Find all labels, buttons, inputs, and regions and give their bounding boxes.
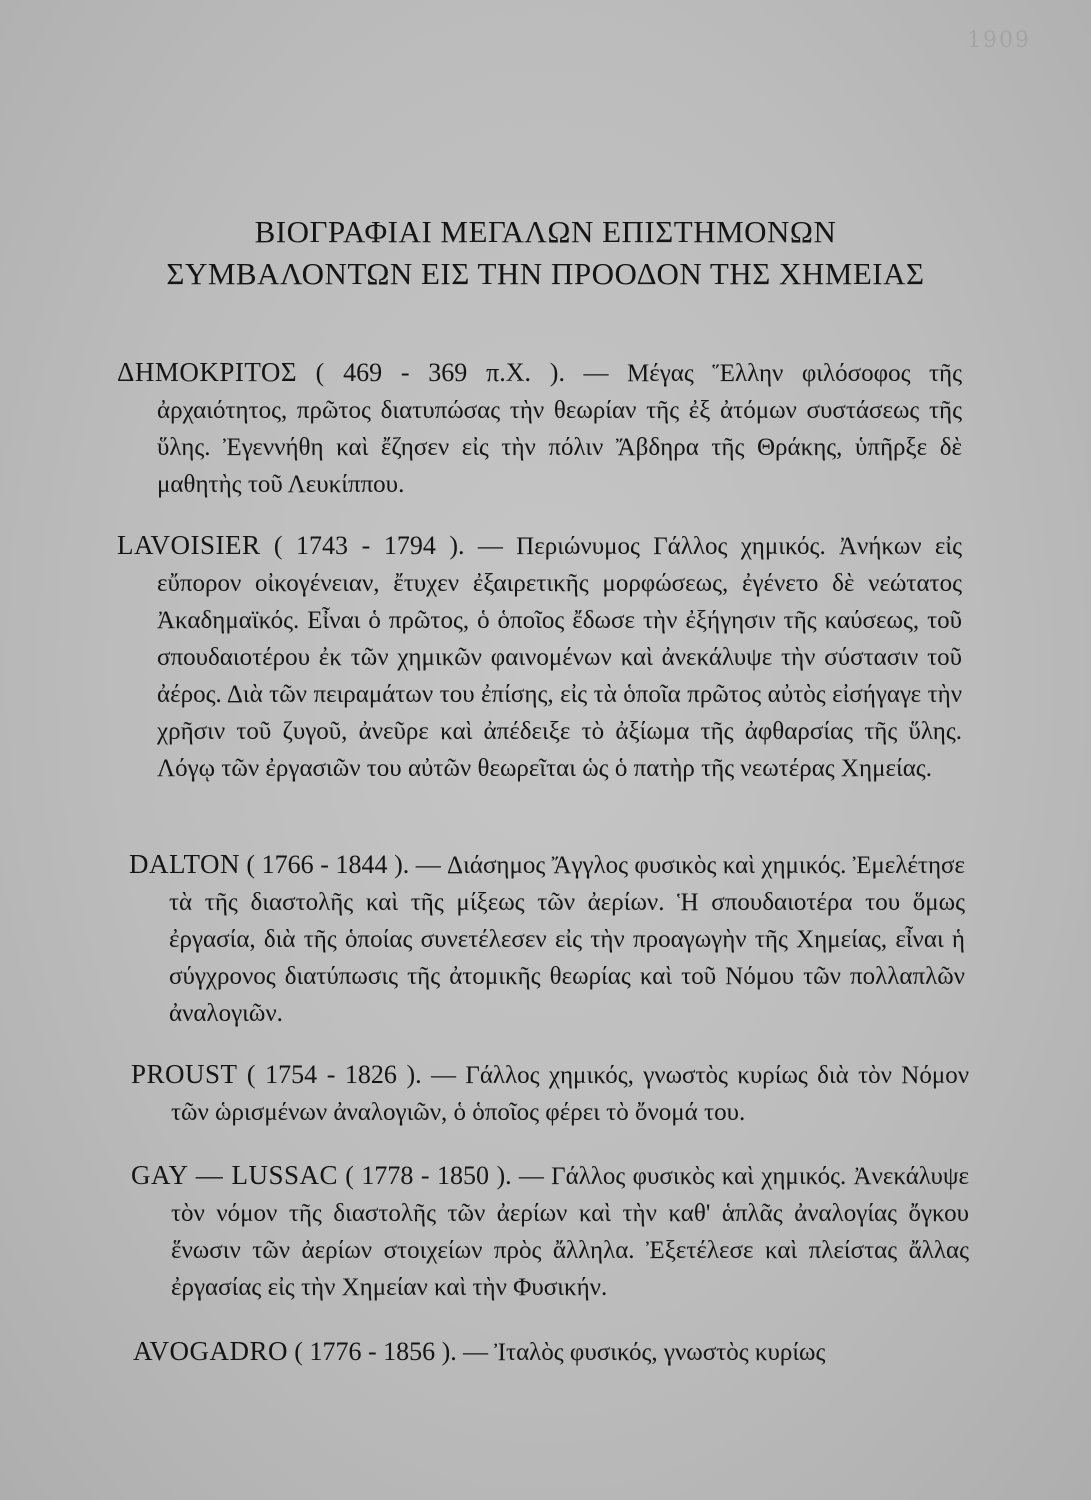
entry-name: LAVOISIER bbox=[117, 530, 261, 560]
entry-dates: ( 1766 - 1844 ). bbox=[246, 850, 410, 879]
entry-name: ΔΗΜΟΚΡΙΤΟΣ bbox=[117, 357, 298, 387]
entry-text: — Περιώνυμος Γάλλος χημικός. Ἀνήκων εἰς εὔπορον οἰκογένειαν, ἔτυχεν ἐξαιρετικῆς μορφώσεως, ἐγένετο δὲ νεώτατος Ἀκαδημαϊκός. Εἶναι ὁ πρῶτος, ὁ ὁποῖος ἔδωσε τὴν ἐξήγησιν τῆς καύσεως, τοῦ σπουδαιοτέρου ἐκ τῶν χημικῶν φαινομένων καὶ ἀνεκάλυψε τὴν σύστασιν τοῦ ἀέρος. Διὰ τῶν πειραμάτων του ἐπίσης, εἰς τὰ ὁποῖα πρῶτος αὐτὸς εἰσήγαγε τὴν χρῆσιν τοῦ ζυγοῦ, ἀνεῦρε καὶ ἀπέδειξε τὸ ἀξίωμα τῆς ἀφθαρσίας τῆς ὕλης. Λόγῳ τῶν ἐργασιῶν του αὐτῶν θεωρεῖται ὡς ὁ πατὴρ τῆς νεωτέρας Χημείας. bbox=[157, 533, 963, 782]
entry-name: PROUST bbox=[131, 1059, 238, 1089]
entry-text: — Γάλλος φυσικὸς καὶ χημικός. Ἀνεκάλυψε τὸν νόμον τῆς διαστολῆς τῶν ἀερίων καὶ τὴν καθ' ἁπλᾶς ἀναλογίας ὄγκου ἕνωσιν τῶν ἀερίων στοιχείων πρὸς ἄλληλα. Ἐξετέλεσε καὶ πλείστας ἄλλας ἐργασίας εἰς τὴν Χημείαν καὶ τὴν Φυσικήν. bbox=[171, 1163, 970, 1301]
entry-text: — Διάσημος Ἄγγλος φυσικὸς καὶ χημικός. Ἐμελέτησε τὰ τῆς διαστολῆς καὶ τῆς μίξεως τῶν ἀερίων. Ἡ σπουδαιοτέρα του ὅμως ἐργασία, διὰ τῆς ὁποίας συνετέλεσεν εἰς τὴν προαγωγὴν τῆς Χημείας, εἶναι ἡ σύγχρονος διατύπωσις τῆς ἀτομικῆς θεωρίας καὶ τοῦ Νόμου τῶν πολλαπλῶν ἀναλογιῶν. bbox=[169, 852, 966, 1027]
biography-entry-gay-lussac bbox=[131, 1157, 969, 1306]
entry-dates: ( 469 - 369 π.Χ. ). bbox=[315, 358, 565, 387]
biography-entry-proust bbox=[131, 1056, 969, 1131]
biography-entry-lavoisier bbox=[117, 527, 962, 787]
biography-entry-dalton bbox=[129, 846, 965, 1032]
entry-dates: ( 1778 - 1850 ). bbox=[345, 1161, 512, 1190]
entry-dates: ( 1743 - 1794 ). bbox=[273, 531, 465, 560]
ghost-page-number: 1909 bbox=[967, 28, 1031, 53]
entry-dates: ( 1754 - 1826 ). bbox=[246, 1060, 422, 1089]
entry-text: — Μέγας Ἕλλην φιλόσοφος τῆς ἀρχαιότητος, πρῶτος διατυπώσας τὴν θεωρίαν τῆς ἐξ ἀτόμων συστάσεως τῆς ὕλης. Ἐγεννήθη καὶ ἔζησεν εἰς τὴν πόλιν Ἄβδηρα τῆς Θράκης, ὑπῆρξε δὲ μαθητὴς τοῦ Λευκίππου. bbox=[157, 360, 963, 498]
page-title-line-2: ΣΥΜΒΑΛΟΝΤΩΝ ΕΙΣ ΤΗΝ ΠΡΟΟΔΟΝ ΤΗΣ ΧΗΜΕΙΑΣ bbox=[166, 256, 925, 291]
entry-name: GAY — LUSSAC bbox=[131, 1160, 339, 1190]
page-title-line-1: ΒΙΟΓΡΑΦΙΑΙ ΜΕΓΑΛΩΝ ΕΠΙΣΤΗΜΟΝΩΝ bbox=[254, 214, 837, 249]
entry-text: — Γάλλος χημικός, γνωστὸς κυρίως διὰ τὸν Νόμον τῶν ὡρισμένων ἀναλογιῶν, ὁ ὁποῖος φέρει τὸ ὄνομά του. bbox=[171, 1062, 970, 1126]
entry-name: AVOGADRO bbox=[133, 1336, 289, 1366]
entry-dates: ( 1776 - 1856 ). bbox=[294, 1337, 457, 1366]
biography-entry-democritus bbox=[117, 354, 962, 503]
entry-text: — Ἰταλὸς φυσικός, γνωστὸς κυρίως bbox=[463, 1339, 826, 1366]
biography-entry-avogadro bbox=[133, 1333, 969, 1371]
entry-name: DALTON bbox=[129, 849, 241, 879]
